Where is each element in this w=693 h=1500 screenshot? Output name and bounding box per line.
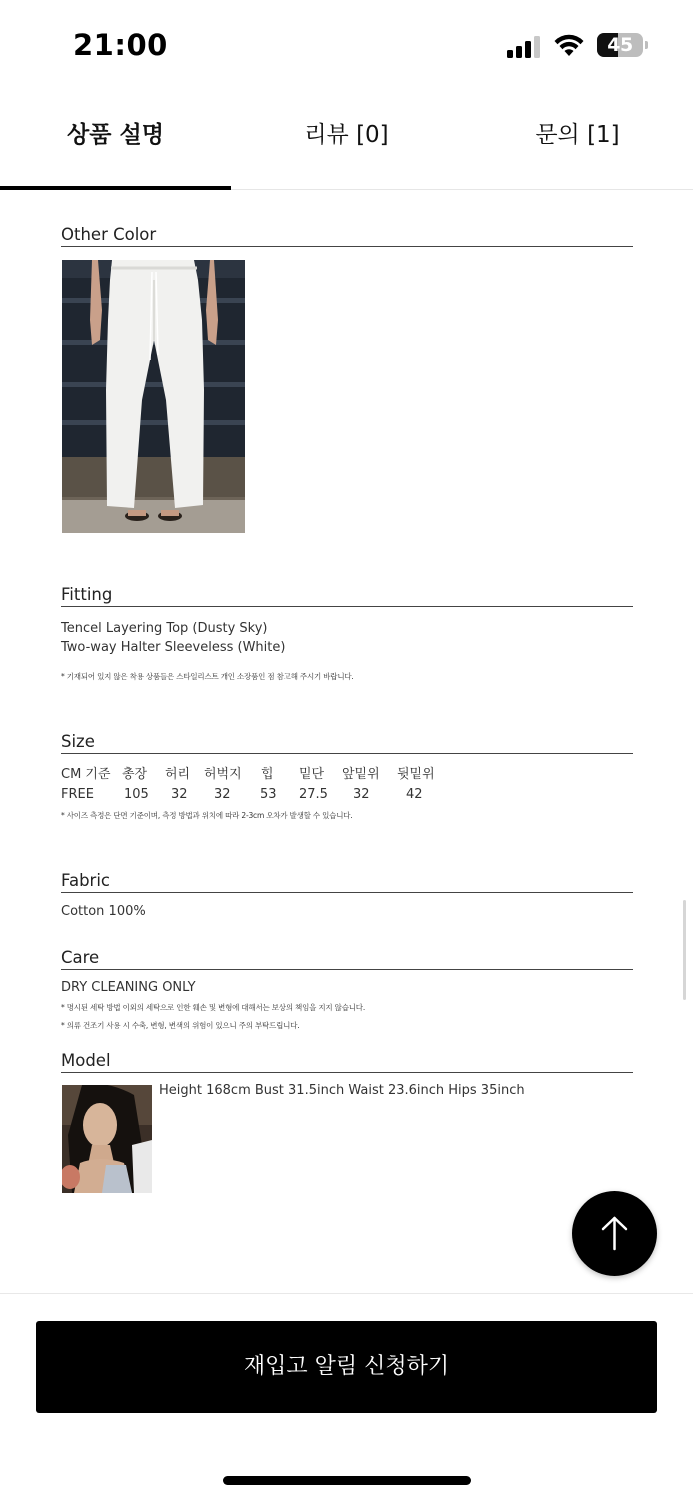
arrow-up-icon [598, 1215, 631, 1251]
tab-reviews[interactable]: 리뷰 [0] [304, 122, 389, 148]
care-value: DRY CLEANING ONLY [61, 980, 196, 995]
care-title: Care [61, 948, 633, 970]
care-note: * 의류 건조기 사용 시 수축, 변형, 변색의 위험이 있으니 주의 부탁드립니다. [61, 1021, 300, 1030]
size-header: 힙 [261, 767, 274, 782]
model-photo [62, 1085, 152, 1193]
tab-bar [0, 90, 693, 190]
size-header: 뒷밑위 [397, 767, 435, 782]
restock-notification-button[interactable]: 재입고 알림 신청하기 [36, 1321, 657, 1413]
cellular-signal-icon [507, 34, 543, 58]
status-bar [0, 0, 693, 90]
tab-inquiries[interactable]: 문의 [1] [535, 122, 620, 148]
size-value: 42 [406, 787, 423, 802]
battery-level: 45 [607, 34, 633, 56]
tab-product-description[interactable]: 상품 설명 [67, 122, 164, 148]
size-header: 허리 [165, 767, 191, 782]
size-value: 32 [353, 787, 370, 802]
size-header: 허벅지 [204, 767, 242, 782]
fitting-item: Tencel Layering Top (Dusty Sky) [61, 621, 268, 636]
fabric-value: Cotton 100% [61, 904, 146, 919]
size-value: 53 [260, 787, 277, 802]
size-value: 105 [124, 787, 149, 802]
fitting-note: * 기재되어 있지 않은 착용 상품들은 스타일리스트 개인 소장품인 점 참고해 주시기 바랍니다. [61, 672, 354, 681]
fabric-title: Fabric [61, 871, 633, 893]
care-note: * 명시된 세탁 방법 이외의 세탁으로 인한 훼손 및 변형에 대해서는 보상의 책임을 지지 않습니다. [61, 1003, 366, 1012]
fitting-item: Two-way Halter Sleeveless (White) [61, 640, 286, 655]
size-value: 32 [214, 787, 231, 802]
status-time: 21:00 [73, 28, 168, 62]
other-color-title: Other Color [61, 225, 633, 247]
model-title: Model [61, 1051, 633, 1073]
size-header: 앞밑위 [342, 767, 380, 782]
wifi-icon [553, 33, 585, 57]
size-value: 27.5 [299, 787, 328, 802]
size-note: * 사이즈 측정은 단면 기준이며, 측정 방법과 위치에 따라 2-3cm 오차가 발생할 수 있습니다. [61, 811, 353, 820]
battery-cap [645, 41, 648, 49]
home-indicator[interactable] [223, 1476, 471, 1485]
model-stats: Height 168cm Bust 31.5inch Waist 23.6inch Hips 35inch [159, 1083, 525, 1098]
scrollbar[interactable] [683, 900, 686, 1000]
scroll-to-top-button[interactable] [572, 1191, 657, 1276]
battery-icon [597, 33, 643, 57]
size-title: Size [61, 732, 633, 754]
size-header: 총장 [122, 767, 148, 782]
size-header: CM 기준 [61, 767, 111, 782]
active-tab-indicator [0, 186, 231, 190]
fitting-title: Fitting [61, 585, 633, 607]
size-value: FREE [61, 787, 94, 802]
size-value: 32 [171, 787, 188, 802]
size-header: 밑단 [299, 767, 325, 782]
other-color-product-image[interactable] [62, 260, 245, 533]
